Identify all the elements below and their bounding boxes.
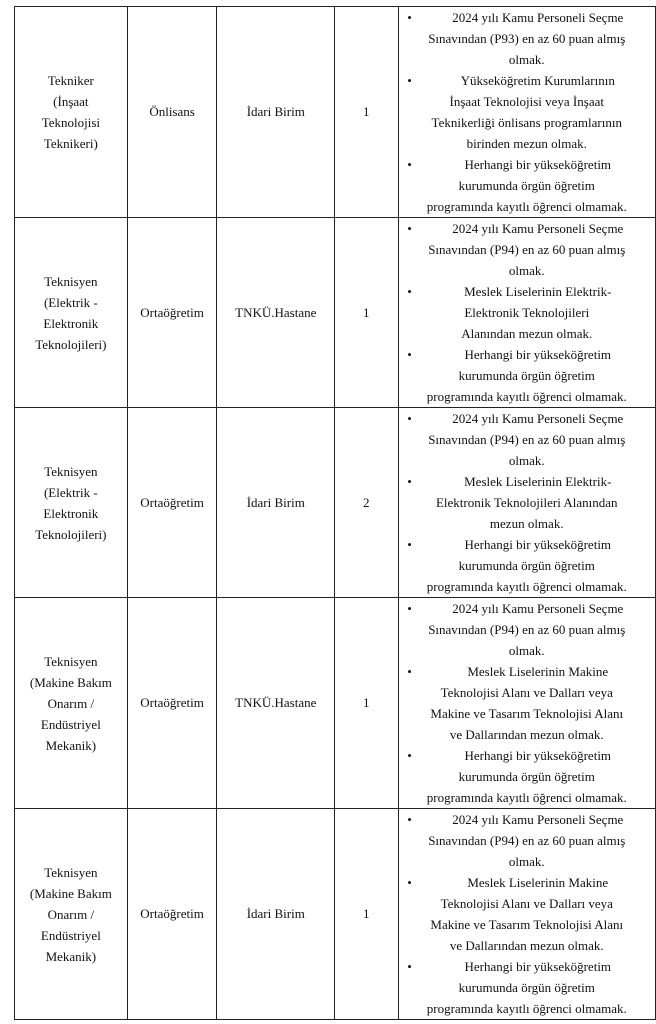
position-title-line: (Elektrik - <box>43 484 98 500</box>
position-title-cell <box>15 218 128 408</box>
unit-cell: İdari Birim <box>217 7 335 218</box>
requirement-text: Herhangi bir yükseköğretim <box>464 157 612 172</box>
requirement-line <box>399 365 655 386</box>
position-title-line: Teknolojileri) <box>35 526 107 542</box>
position-count-cell: 2 <box>335 408 398 598</box>
requirement-text: 2024 yılı Kamu Personeli Seçme <box>452 601 624 616</box>
requirement-text: mezun olmak. <box>489 516 564 531</box>
requirements-cell <box>398 598 655 809</box>
requirement-text: programında kayıtlı öğrenci olmamak. <box>426 579 627 594</box>
requirement-text: 2024 yılı Kamu Personeli Seçme <box>452 221 624 236</box>
requirement-text: ve Dallarından mezun olmak. <box>449 938 604 953</box>
requirement-line <box>399 576 655 597</box>
requirements-cell <box>398 7 655 218</box>
requirement-text: Sınavından (P94) en az 60 puan almış <box>428 432 626 447</box>
requirement-line <box>399 745 655 766</box>
requirement-text: Herhangi bir yükseköğretim <box>464 959 612 974</box>
requirement-line <box>399 492 655 513</box>
requirement-line <box>399 196 655 217</box>
requirement-text: olmak. <box>508 643 545 658</box>
requirement-text: Meslek Liselerinin Elektrik- <box>464 474 612 489</box>
requirement-text: Sınavından (P94) en az 60 puan almış <box>428 622 626 637</box>
education-level-cell: Ortaöğretim <box>127 408 217 598</box>
requirement-line <box>399 450 655 471</box>
requirement-line <box>399 175 655 196</box>
requirement-text: Herhangi bir yükseköğretim <box>464 537 612 552</box>
position-title-line: Teknolojileri) <box>35 336 107 352</box>
position-title-line: Teknolojisi <box>41 115 100 130</box>
position-title-cell <box>15 598 128 809</box>
requirement-text: olmak. <box>508 52 545 67</box>
requirement-line <box>399 49 655 70</box>
bullet-icon: • <box>407 73 412 88</box>
unit-cell: İdari Birim <box>217 408 335 598</box>
position-title-line: Elektronik <box>43 315 99 331</box>
table-row <box>15 218 656 408</box>
position-count-cell: 1 <box>335 598 398 809</box>
requirement-text: Makine ve Tasarım Teknolojisi Alanı <box>430 917 624 932</box>
requirement-line <box>399 260 655 281</box>
unit-cell: TNKÜ.Hastane <box>217 218 335 408</box>
requirement-text: programında kayıtlı öğrenci olmamak. <box>426 389 627 404</box>
requirement-line <box>399 998 655 1019</box>
position-title-line: (Makine Bakım <box>29 674 112 690</box>
position-count-cell: 1 <box>335 218 398 408</box>
requirement-text: olmak. <box>508 453 545 468</box>
requirement-text: kurumunda örgün öğretim <box>458 980 595 995</box>
position-title-line: (Elektrik - <box>43 294 98 310</box>
requirement-text: Teknolojisi Alanı ve Dalları veya <box>440 685 613 700</box>
bullet-icon: • <box>407 664 412 679</box>
requirement-line <box>399 619 655 640</box>
position-title-line: Teknisyen <box>44 463 98 479</box>
education-level-cell: Ortaöğretim <box>127 809 217 1020</box>
position-title-line: Mekanik) <box>45 948 97 964</box>
requirement-line <box>399 281 655 302</box>
requirement-text: Alanından mezun olmak. <box>461 326 593 341</box>
requirement-line <box>399 28 655 49</box>
requirement-text: kurumunda örgün öğretim <box>458 558 595 573</box>
requirement-text: Meslek Liselerinin Elektrik- <box>464 284 612 299</box>
requirement-line <box>399 154 655 175</box>
position-title-line: Tekniker <box>47 73 94 88</box>
requirement-line <box>399 344 655 365</box>
requirement-line <box>399 513 655 534</box>
requirement-line <box>399 914 655 935</box>
requirement-line <box>399 724 655 745</box>
requirement-text: kurumunda örgün öğretim <box>458 178 595 193</box>
bullet-icon: • <box>407 221 412 236</box>
requirement-text: Herhangi bir yükseköğretim <box>464 748 612 763</box>
position-title-line: Teknisyen <box>44 273 98 289</box>
table-row <box>15 809 656 1020</box>
requirement-text: 2024 yılı Kamu Personeli Seçme <box>452 411 624 426</box>
bullet-icon: • <box>407 601 412 616</box>
bullet-icon: • <box>407 347 412 362</box>
position-title-line: (Makine Bakım <box>29 885 112 901</box>
requirement-line <box>399 555 655 576</box>
position-title-line: Teknikeri) <box>43 136 98 151</box>
requirement-line <box>399 471 655 492</box>
requirement-line <box>399 893 655 914</box>
requirements-cell <box>398 809 655 1020</box>
requirement-line <box>399 830 655 851</box>
requirement-line <box>399 640 655 661</box>
requirement-line <box>399 598 655 619</box>
bullet-icon: • <box>407 157 412 172</box>
position-title-cell <box>15 809 128 1020</box>
requirement-text: olmak. <box>508 854 545 869</box>
requirement-line <box>399 112 655 133</box>
requirement-line <box>399 302 655 323</box>
unit-cell: TNKÜ.Hastane <box>217 598 335 809</box>
requirement-text: İnşaat Teknolojisi veya İnşaat <box>449 94 604 109</box>
requirement-line <box>399 323 655 344</box>
requirement-text: birinden mezun olmak. <box>466 136 587 151</box>
requirement-text: 2024 yılı Kamu Personeli Seçme <box>452 10 624 25</box>
requirement-line <box>399 872 655 893</box>
requirement-line <box>399 809 655 830</box>
position-title-line: Onarım / <box>47 695 95 711</box>
position-title-cell <box>15 7 128 218</box>
requirement-text: programında kayıtlı öğrenci olmamak. <box>426 790 627 805</box>
table-row <box>15 408 656 598</box>
requirement-text: programında kayıtlı öğrenci olmamak. <box>426 199 627 214</box>
table-row <box>15 598 656 809</box>
requirement-text: kurumunda örgün öğretim <box>458 368 595 383</box>
position-title-line: Mekanik) <box>45 737 97 753</box>
requirement-line <box>399 682 655 703</box>
requirement-line <box>399 7 655 28</box>
position-title-cell <box>15 408 128 598</box>
position-title-line: Endüstriyel <box>40 716 101 732</box>
requirement-text: Teknikerliği önlisans programlarının <box>431 115 622 130</box>
education-level-cell: Önlisans <box>127 7 217 218</box>
requirement-line <box>399 534 655 555</box>
requirement-text: Elektronik Teknolojileri Alanından <box>435 495 618 510</box>
table-row <box>15 7 656 218</box>
requirement-line <box>399 851 655 872</box>
requirement-line <box>399 408 655 429</box>
requirement-line <box>399 766 655 787</box>
position-title-line: Teknisyen <box>44 653 98 669</box>
requirements-cell <box>398 408 655 598</box>
position-title-line: Elektronik <box>43 505 99 521</box>
position-requirements-table <box>14 6 656 1020</box>
position-title-line: Endüstriyel <box>40 927 101 943</box>
requirement-line <box>399 787 655 808</box>
requirement-text: Elektronik Teknolojileri <box>464 305 590 320</box>
requirement-text: Sınavından (P93) en az 60 puan almış <box>428 31 626 46</box>
requirement-line <box>399 935 655 956</box>
bullet-icon: • <box>407 812 412 827</box>
position-count-cell: 1 <box>335 7 398 218</box>
requirement-text: Teknolojisi Alanı ve Dalları veya <box>440 896 613 911</box>
requirement-line <box>399 703 655 724</box>
requirement-line <box>399 956 655 977</box>
requirement-text: Herhangi bir yükseköğretim <box>464 347 612 362</box>
requirement-line <box>399 218 655 239</box>
requirement-text: ve Dallarından mezun olmak. <box>449 727 604 742</box>
requirement-text: Yükseköğretim Kurumlarının <box>460 73 615 88</box>
requirement-text: Sınavından (P94) en az 60 puan almış <box>428 833 626 848</box>
bullet-icon: • <box>407 748 412 763</box>
table-body <box>15 7 656 1020</box>
requirement-line <box>399 91 655 112</box>
requirement-line <box>399 133 655 154</box>
position-title-line: Teknisyen <box>44 864 98 880</box>
requirements-cell <box>398 218 655 408</box>
requirement-line <box>399 429 655 450</box>
bullet-icon: • <box>407 875 412 890</box>
bullet-icon: • <box>407 474 412 489</box>
requirement-text: 2024 yılı Kamu Personeli Seçme <box>452 812 624 827</box>
bullet-icon: • <box>407 284 412 299</box>
education-level-cell: Ortaöğretim <box>127 218 217 408</box>
requirement-text: programında kayıtlı öğrenci olmamak. <box>426 1001 627 1016</box>
requirement-line <box>399 661 655 682</box>
bullet-icon: • <box>407 411 412 426</box>
position-title-line: (İnşaat <box>53 94 89 109</box>
unit-cell: İdari Birim <box>217 809 335 1020</box>
position-title-line: Onarım / <box>47 906 95 922</box>
bullet-icon: • <box>407 959 412 974</box>
requirement-line <box>399 70 655 91</box>
requirement-text: Meslek Liselerinin Makine <box>467 664 609 679</box>
requirement-text: Meslek Liselerinin Makine <box>467 875 609 890</box>
education-level-cell: Ortaöğretim <box>127 598 217 809</box>
position-count-cell: 1 <box>335 809 398 1020</box>
bullet-icon: • <box>407 537 412 552</box>
requirement-text: Sınavından (P94) en az 60 puan almış <box>428 242 626 257</box>
bullet-icon: • <box>407 10 412 25</box>
requirement-line <box>399 977 655 998</box>
requirement-text: kurumunda örgün öğretim <box>458 769 595 784</box>
requirement-line <box>399 386 655 407</box>
requirement-text: Makine ve Tasarım Teknolojisi Alanı <box>430 706 624 721</box>
requirement-text: olmak. <box>508 263 545 278</box>
requirement-line <box>399 239 655 260</box>
